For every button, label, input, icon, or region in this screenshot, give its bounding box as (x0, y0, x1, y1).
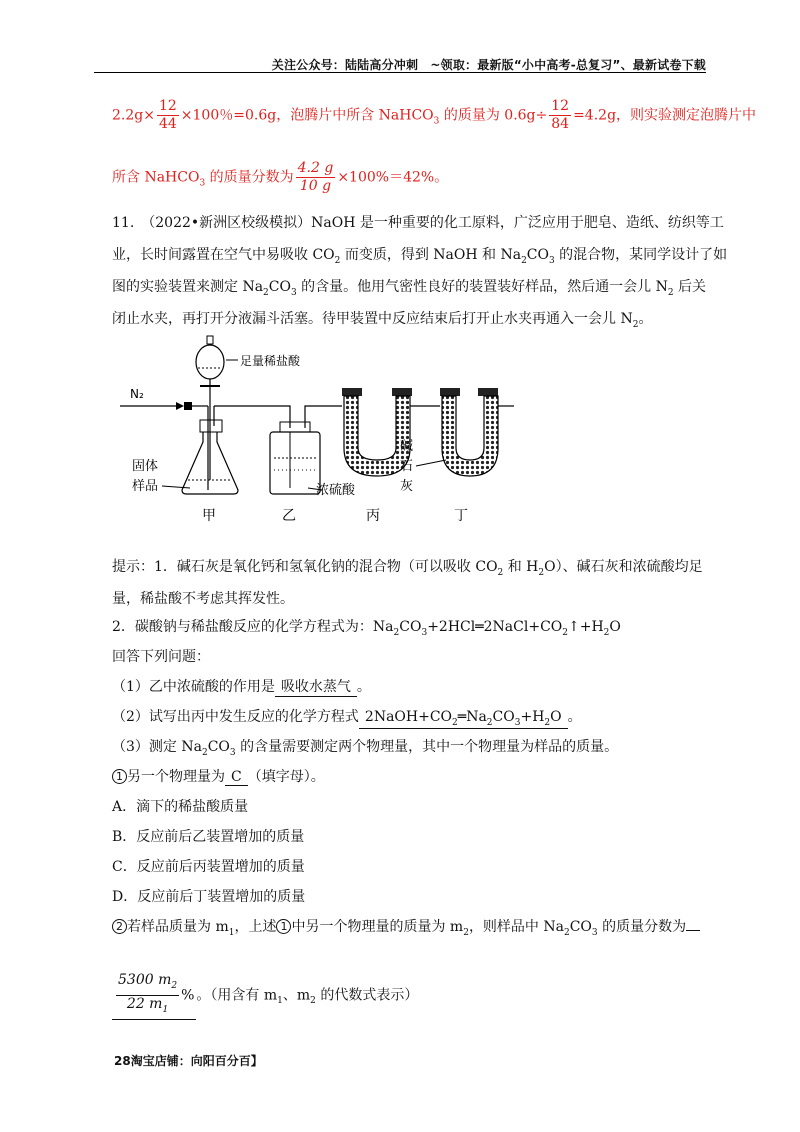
fraction-4.2-10: $\frac{4.2 g}{10 g}$ (297, 160, 334, 194)
header-rule (94, 72, 706, 73)
answer-3-2-formula: $\frac{5300 m_2}{22 m_1}$ % 。（用含有 $m_1$、$m_2$ 的代数式表示） (112, 972, 418, 1020)
option-a: A．滴下的稀盐酸质量 (112, 799, 249, 815)
acid-label: 足量稀盐酸 (240, 354, 301, 368)
answer-1-value: 吸收水蒸气 (275, 676, 357, 697)
bottle-yi (270, 406, 342, 494)
solid-label-2: 样品 (132, 479, 159, 494)
label-yi: 乙 (282, 508, 296, 524)
label-bing: 丙 (366, 508, 380, 524)
label-jia: 甲 (202, 508, 216, 524)
circled-number-2: 2 (112, 919, 127, 934)
prev-answer-line-2: 所含 NaHCO$_3$ 的质量分数为 $\frac{4.2 g}{10 g}$ ×100%＝42%。 (112, 160, 449, 194)
option-b: B．反应前后乙装置增加的质量 (112, 829, 305, 845)
page-header: 关注公众号：陆陆高分冲刺 ~领取：最新版“小中高考-总复习”、最新试卷下载 (271, 58, 706, 72)
prev-answer-line-1: 2.2g× $\frac{12}{44}$ ×100％=0.6g，泡腾片中所含 NaHCO$_3$ 的质量为 0.6g÷ $\frac{12}{84}$ =4.2g，则实验测定泡腾片中 (112, 98, 757, 132)
fraction-12-84: $\frac{12}{84}$ (551, 98, 570, 132)
answer-2: （2）试写出丙中发生反应的化学方程式 $2NaOH+CO_2═Na_2CO_3+H_2O$ 。 (112, 709, 582, 728)
hint-line-1: 提示：1．碱石灰是氧化钙和氢氧化钠的混合物（可以吸收 $CO_2$ 和 $H_2O$）、碱石灰和浓硫酸均足 (112, 559, 703, 578)
question-line-4: 闭止水夹，再打开分液漏斗活塞。待甲装置中反应结束后打开止水夹再通入一会儿 $N_2$。 (112, 311, 653, 330)
question-line-1: 11. （2022•新洲区校级模拟）NaOH 是一种重要的化工原料，广泛应用于肥皂、造纸、纺织等工 (112, 215, 724, 231)
answer-2-value: $2NaOH+CO_2═Na_2CO_3+H_2O$ (359, 709, 568, 729)
lime-label-1: 碱 (400, 439, 414, 454)
circled-number-1: 1 (112, 769, 127, 784)
fraction-5300m2-22m1: $\frac{5300 m_2}{22 m_1}$ (118, 972, 178, 1015)
page-footer: 28淘宝店铺：向阳百分百】 (114, 1054, 263, 1068)
n2-label: N₂ (130, 387, 144, 401)
question-line-2: 业，长时间露置在空气中易吸收 $CO_2$ 而变质，得到 NaOH 和 $Na_2CO_3$ 的混合物，某同学设计了如 (112, 247, 728, 266)
solid-label-1: 固体 (132, 459, 159, 474)
option-c: C．反应前后丙装置增加的质量 (112, 859, 305, 875)
answers-intro: 回答下列问题： (112, 649, 210, 665)
question-line-3: 图的实验装置来测定 $Na_2CO_3$ 的含量。他用气密性良好的装置装好样品，然后通一会儿 $N_2$ 后关 (112, 279, 707, 298)
answer-3-2: 2 若样品质量为 $m_1$，上述 1 中另一个物理量的质量为 $m_2$，则样品中 $Na_2CO_3$ 的质量分数为 (112, 916, 700, 938)
answer-3-1-value: C (225, 769, 248, 786)
answer-3-2-value: $\frac{5300 m_2}{22 m_1}$ % (112, 972, 196, 1020)
answer-3-1: 1 另一个物理量为 C （填字母）。 (112, 766, 325, 786)
h2so4-label: 浓硫酸 (316, 483, 356, 498)
option-d: D．反应前后丁装置增加的质量 (112, 889, 306, 905)
u-tube-ding (440, 388, 498, 476)
clamp-icon (184, 402, 192, 410)
label-ding: 丁 (454, 508, 468, 524)
circled-number-1-ref: 1 (276, 919, 291, 934)
lime-label-3: 灰 (400, 479, 414, 494)
apparatus-diagram (110, 330, 530, 530)
fraction-12-44: $\frac{12}{44}$ (158, 98, 177, 132)
hint-line-2: 量，稀盐酸不考虑其挥发性。 (112, 591, 294, 607)
answer-1: （1）乙中浓硫酸的作用是 吸收水蒸气 。 (112, 676, 371, 697)
lime-label-2: 石 (400, 459, 414, 474)
hint-line-3: 2．碳酸钠与稀盐酸反应的化学方程式为：$Na_2CO_3+2HCl═2NaCl+CO_2↑+H_2O$ (112, 619, 621, 638)
answer-3-intro: （3）测定 $Na_2CO_3$ 的含量需要测定两个物理量，其中一个物理量为样品的质量。 (112, 739, 619, 758)
separatory-funnel (196, 336, 224, 480)
